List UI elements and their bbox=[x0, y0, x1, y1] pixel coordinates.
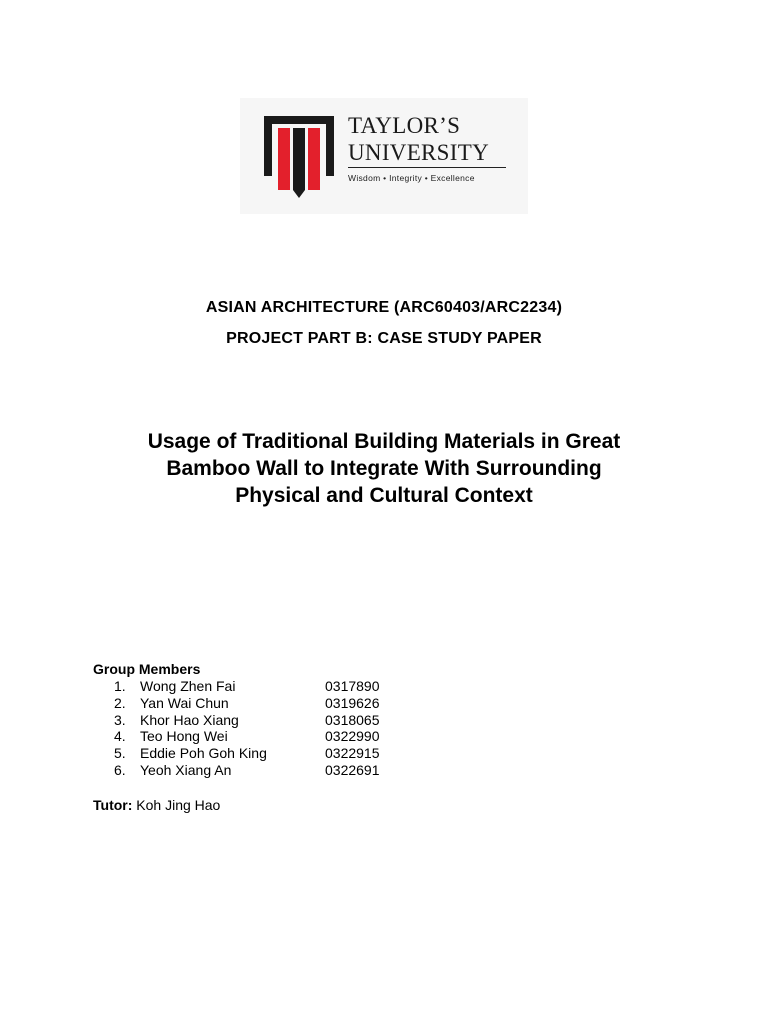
list-item bbox=[0, 728, 400, 745]
tutor-name: Koh Jing Hao bbox=[136, 797, 221, 813]
member-number: 5. bbox=[114, 745, 126, 762]
group-members-heading: Group Members bbox=[93, 661, 201, 677]
crest-icon bbox=[264, 116, 334, 198]
member-number: 1. bbox=[114, 678, 126, 694]
member-id: 0322691 bbox=[325, 761, 380, 778]
tutor-label: Tutor: bbox=[93, 797, 133, 813]
member-name: Teo Hong Wei bbox=[140, 728, 228, 745]
paper-title: Usage of Traditional Building Materials in Great Bamboo Wall to Integrate With Surrounding Physical and Cultural Context bbox=[147, 430, 621, 507]
member-name: Yeoh Xiang An bbox=[140, 761, 232, 778]
list-item bbox=[0, 745, 400, 762]
university-logo bbox=[240, 98, 528, 214]
list-item bbox=[0, 678, 400, 695]
list-item bbox=[0, 695, 400, 712]
logo-divider bbox=[348, 167, 506, 168]
member-number: 6. bbox=[114, 761, 126, 778]
member-id: 0322915 bbox=[325, 745, 380, 762]
list-item bbox=[0, 712, 400, 729]
project-title: PROJECT PART B: CASE STUDY PAPER bbox=[226, 330, 542, 347]
member-name: Khor Hao Xiang bbox=[140, 711, 239, 728]
member-number: 2. bbox=[114, 694, 126, 711]
logo-tagline: Wisdom • Integrity • Excellence bbox=[348, 173, 475, 183]
tutor-line bbox=[93, 797, 220, 813]
member-id: 0318065 bbox=[325, 711, 380, 728]
member-name: Wong Zhen Fai bbox=[140, 678, 236, 694]
group-members-list bbox=[0, 678, 400, 779]
member-id: 0322990 bbox=[325, 728, 380, 745]
member-id: 0317890 bbox=[325, 678, 380, 694]
member-name: Yan Wai Chun bbox=[140, 694, 229, 711]
member-number: 4. bbox=[114, 728, 126, 745]
logo-wordmark: TAYLOR’S UNIVERSITY bbox=[348, 113, 489, 165]
course-title: ASIAN ARCHITECTURE (ARC60403/ARC2234) bbox=[205, 299, 563, 316]
member-id: 0319626 bbox=[325, 694, 380, 711]
member-number: 3. bbox=[114, 711, 126, 728]
list-item bbox=[0, 762, 400, 779]
member-name: Eddie Poh Goh King bbox=[140, 745, 267, 762]
